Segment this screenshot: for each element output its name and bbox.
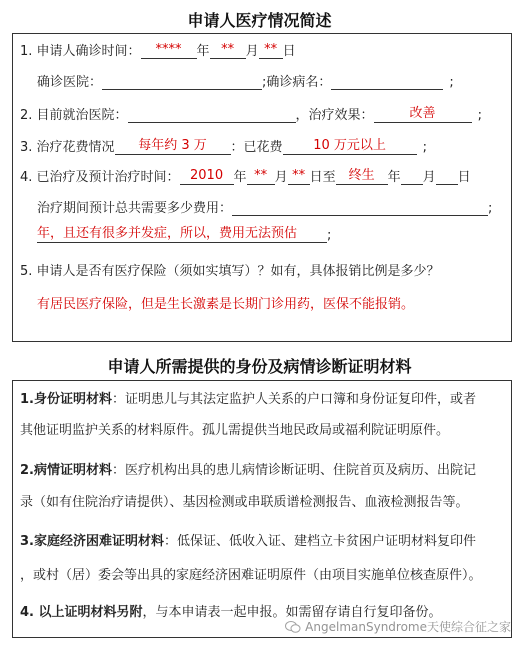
end-month	[401, 168, 423, 185]
period-row	[37, 197, 492, 216]
item3-row	[20, 136, 427, 155]
semicolon: ;	[477, 108, 482, 123]
m1-line1	[20, 388, 476, 407]
month-label: 月	[274, 170, 288, 185]
to-label: 日至	[309, 170, 336, 185]
m1-line2: 其他证明监护关系的材料原件。孤儿需提供当地民政局或福利院证明原件。	[20, 423, 450, 438]
item1-year: ****	[141, 42, 197, 59]
item5-answer	[37, 293, 414, 312]
year-label: 年	[196, 44, 210, 59]
semicolon: ;	[449, 75, 454, 90]
effect-value: 改善	[374, 106, 472, 123]
period-field	[232, 199, 488, 216]
m4-text1: ，与本申请表一起申报。如需留存请自行复印备份。	[142, 605, 442, 620]
item1-label: 1. 申请人确诊时间：	[20, 44, 141, 59]
item1-day: **	[259, 42, 283, 59]
item5-row: 5. 申请人是否有医疗保险（须如实填写）？如有，具体报销比例是多少？	[20, 264, 440, 279]
m1-text1: ：证明患儿与其法定监护人关系的户口簿和身份证复印件，或者	[111, 392, 476, 407]
item5-answer-text: 有居民医疗保险，但是生长激素是长期门诊用药，医保不能报销。	[37, 297, 415, 312]
item4-row	[20, 166, 471, 185]
m3-text1: ：低保证、低收入证、建档立卡贫困户证明材料复印件	[163, 534, 476, 549]
semicolon: ;	[422, 140, 427, 155]
m1-head: 1.身份证明材料	[20, 392, 112, 407]
watermark-text: AngelmanSyndrome天使综合征之家	[305, 620, 511, 634]
m2-line2: 录（如有住院治疗请提供）、基因检测或串联质谱检测报告、血液检测报告等。	[20, 495, 469, 510]
end-day	[436, 168, 458, 185]
item2-row	[20, 104, 482, 123]
m2-head: 2.病情证明材料	[20, 463, 112, 478]
section2-title: 申请人所需提供的身份及病情诊断证明材料	[107, 357, 412, 376]
month-label: 月	[245, 44, 259, 59]
m2-text1: ：医疗机构出具的患儿病情诊断证明、住院首页及病历、出院记	[111, 463, 476, 478]
semicolon: ;	[488, 201, 493, 216]
start-day: **	[288, 168, 310, 185]
current-hospital-field	[128, 106, 296, 123]
period-value: 年，且还有很多并发症，所以，费用无法预估	[37, 226, 327, 243]
m2-line1	[20, 459, 476, 478]
hospital-label: 确诊医院：	[37, 75, 103, 90]
separator: ;	[262, 75, 267, 90]
hospital-field	[102, 73, 262, 90]
month-label: 月	[422, 170, 436, 185]
section1-title: 申请人医疗情况简述	[187, 11, 332, 30]
m3-line1	[20, 530, 476, 549]
year-label: 年	[387, 170, 401, 185]
hospital-row	[37, 71, 454, 90]
period-value-row	[37, 226, 331, 243]
item2-label: 2. 目前就治医院：	[20, 108, 128, 123]
disease-label: 确诊病名：	[266, 75, 332, 90]
effect-label: ，治疗效果：	[295, 108, 374, 123]
item4-label: 4. 已治疗及预计治疗时间：	[20, 170, 180, 185]
m3-head: 3.家庭经济困难证明材料	[20, 534, 164, 549]
annual-cost: 每年约 3 万	[115, 138, 231, 155]
wechat-icon	[285, 620, 301, 634]
m3-line2: ，或村（居）委会等出具的家庭经济困难证明原件（由项目实施单位核查原件）。	[20, 568, 482, 583]
item3-label: 3. 治疗花费情况	[20, 140, 115, 155]
year-label: 年	[233, 170, 247, 185]
watermark	[285, 618, 511, 635]
disease-field	[331, 73, 443, 90]
spent-value: 10 万元以上	[283, 138, 417, 155]
m4-head: 4. 以上证明材料另附	[20, 605, 143, 620]
start-year: 2010	[180, 168, 234, 185]
spent-label: ：已花费	[230, 140, 283, 155]
period-label: 治疗期间预计总共需要多少费用：	[37, 201, 233, 216]
semicolon: ;	[327, 228, 332, 243]
day-label: 日	[457, 170, 471, 185]
day-label: 日	[282, 44, 296, 59]
item1-month: **	[210, 42, 246, 59]
start-month: **	[247, 168, 275, 185]
end-year: 终生	[336, 168, 388, 185]
item1-row	[20, 40, 296, 59]
